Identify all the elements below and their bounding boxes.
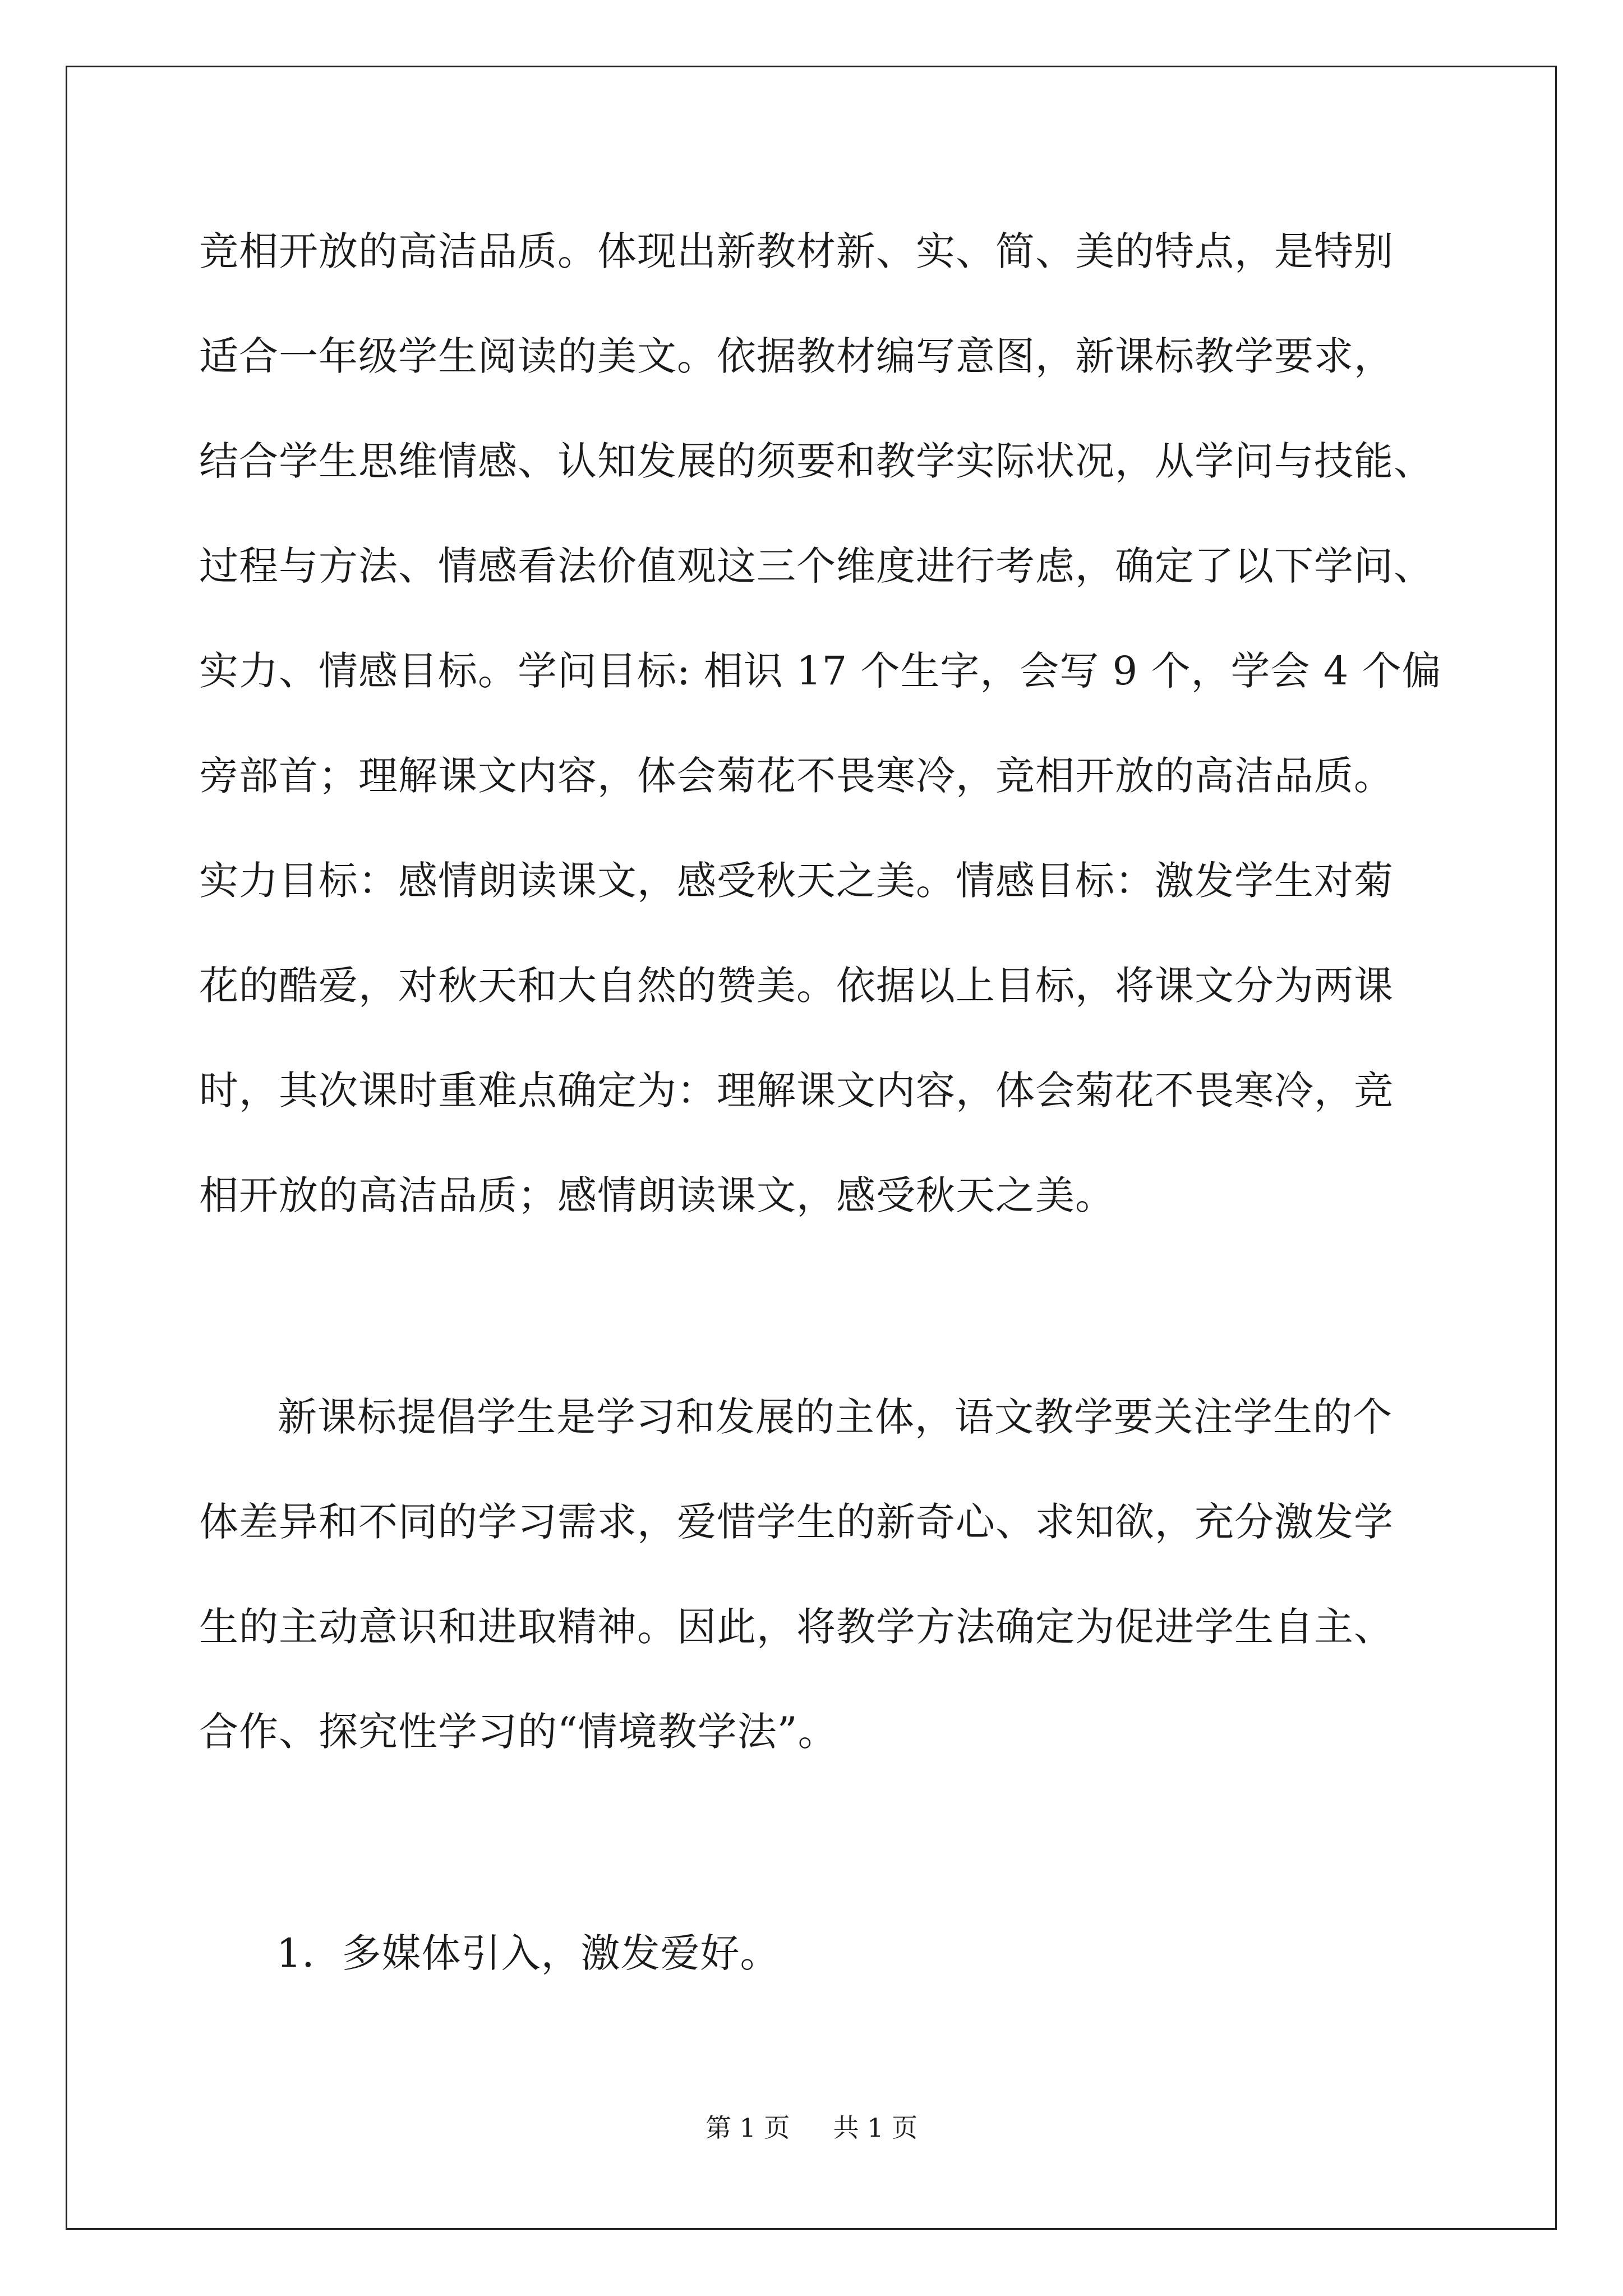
list-item-1: 1．多媒体引入，激发爱好。 — [276, 1930, 780, 1976]
paragraph-1-line-10: 相开放的高洁品质；感情朗读课文，感受秋天之美。 — [199, 1172, 1115, 1218]
paragraph-1-line-3: 结合学生思维情感、认知发展的须要和教学实际状况，从学问与技能、 — [199, 438, 1433, 484]
paragraph-1-line-7: 实力目标：感情朗读课文，感受秋天之美。情感目标：激发学生对菊 — [199, 858, 1394, 904]
page-number-total: 共 1 页 — [833, 2113, 918, 2143]
paragraph-1-line-9: 时，其次课时重难点确定为：理解课文内容，体会菊花不畏寒冷，竞 — [199, 1068, 1394, 1114]
paragraph-1-line-2: 适合一年级学生阅读的美文。依据教材编写意图，新课标教学要求， — [199, 333, 1394, 379]
paragraph-1-line-6: 旁部首；理解课文内容，体会菊花不畏寒冷，竞相开放的高洁品质。 — [199, 753, 1394, 799]
paragraph-2-line-3: 生的主动意识和进取精神。因此，将教学方法确定为促进学生自主、 — [199, 1604, 1394, 1650]
paragraph-1-line-8: 花的酷爱，对秋天和大自然的赞美。依据以上目标，将课文分为两课 — [199, 963, 1394, 1009]
paragraph-1-line-5: 实力、情感目标。学问目标: 相识 17 个生字，会写 9 个，学会 4 个偏 — [199, 648, 1442, 694]
paragraph-2-line-2: 体差异和不同的学习需求，爱惜学生的新奇心、求知欲，充分激发学 — [199, 1499, 1394, 1545]
paragraph-2-line-1: 新课标提倡学生是学习和发展的主体，语文教学要关注学生的个 — [278, 1394, 1393, 1440]
paragraph-2-line-4: 合作、探究性学习的“情境教学法”。 — [199, 1709, 838, 1755]
paragraph-1-line-1: 竞相开放的高洁品质。体现出新教材新、实、简、美的特点，是特别 — [199, 228, 1394, 274]
paragraph-1-line-4: 过程与方法、情感看法价值观这三个维度进行考虑，确定了以下学问、 — [199, 543, 1433, 589]
page-number-current: 第 1 页 — [705, 2113, 790, 2143]
page-border — [66, 66, 1557, 2230]
page-footer — [0, 2111, 1623, 2145]
